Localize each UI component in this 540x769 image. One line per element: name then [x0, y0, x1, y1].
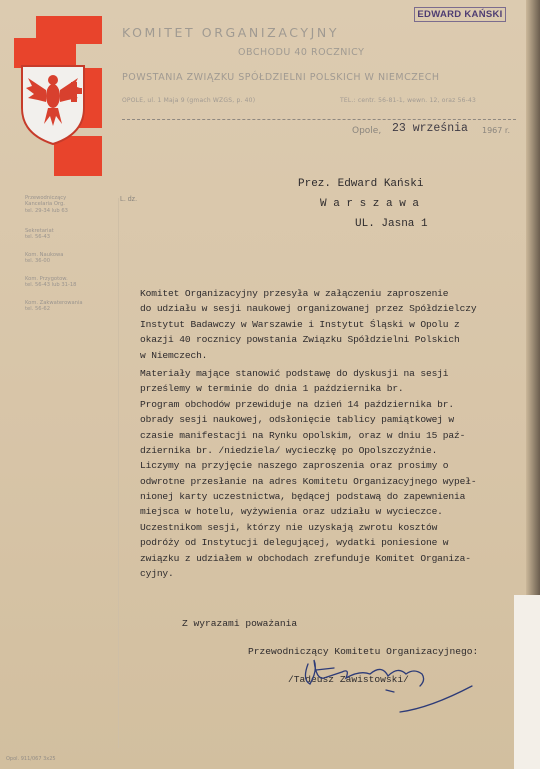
sidebar-entry: Przewodniczący Kancelaria Org. tel. 29-34 lub 63: [25, 195, 68, 214]
letter-body: [140, 286, 476, 581]
margin-line: [118, 198, 119, 748]
body-line: Instytut Badawczy w Warszawie i Instytut Śląski w Opolu z: [140, 318, 460, 330]
sidebar-entry: Kom. Naukowa tel. 36-00: [25, 252, 64, 265]
body-line: w Niemczech.: [140, 349, 208, 361]
body-line: obrady sesji naukowej, odsłonięcie tablicy pamiątkowej w: [140, 414, 455, 426]
body-line: okazji 40 rocznicy powstania Związku Spółdzielni Polskich: [140, 334, 460, 346]
sidebar-entry: Kom. Zakwaterowania tel. 56-62: [25, 300, 83, 313]
body-line: cyjny.: [140, 568, 174, 580]
addressee-name: Prez. Edward Kański: [298, 178, 424, 190]
body-line: Uczestnikom sesji, którzy nie uzyskają zwrotu kosztów: [140, 521, 438, 533]
letterhead-divider: [122, 119, 516, 120]
letterhead-phone: TEL.: centr. 56-81-1, wewn. 12, oraz 56-43: [340, 97, 477, 104]
sidebar-entry: Kom. Przygotow. tel. 56-43 lub 31-18: [25, 276, 77, 289]
body-line: miejsca w hotelu, wyżywienia oraz udziału w wycieczce.: [140, 506, 443, 518]
date-handwritten: 23 września: [392, 122, 468, 135]
body-line: Liczymy na przyjęcie naszego zaproszenia oraz prosimy o: [140, 460, 449, 472]
letterhead-subtitle-2: POWSTANIA ZWIĄZKU SPÓŁDZIELNI POLSKICH W NIEMCZECH: [122, 72, 440, 83]
scan-background: [514, 595, 540, 769]
body-line: prześlemy w terminie do dnia 1 października br.: [140, 383, 404, 395]
body-line: Materiały mające stanowić podstawę do dyskusji na sesji: [140, 367, 449, 379]
body-line: odwrotne przesłanie na adres Komitetu Organizacyjnego wypeł-: [140, 475, 477, 487]
print-code: Opol. 911/067 3x25: [6, 756, 56, 762]
body-line: związku z udziałem w obchodach zrefunduje Komitet Organiza-: [140, 552, 471, 564]
body-line: podróży od Instytucji delegującej, wydatki poniesione w: [140, 537, 449, 549]
handwritten-signature-icon: [290, 650, 490, 720]
addressee-city: W a r s z a w a: [320, 198, 420, 210]
committee-logo-icon: [14, 16, 104, 176]
reference-label: L. dz.: [120, 196, 138, 203]
date-city: Opole,: [352, 126, 382, 136]
letterhead-title: KOMITET ORGANIZACYJNY: [122, 25, 340, 40]
body-line: czasie manifestacji na Rynku opolskim, oraz w dniu 15 paź-: [140, 429, 466, 441]
received-stamp: EDWARD KAŃSKI: [414, 7, 506, 22]
letterhead-subtitle: OBCHODU 40 ROCZNICY: [238, 47, 365, 58]
closing: Z wyrazami poważania: [182, 618, 298, 629]
sidebar-entry: Sekretariat tel. 56-43: [25, 228, 54, 241]
body-line: Komitet Organizacyjny przesyła w załączeniu zaproszenie: [140, 288, 449, 299]
date-year: 1967 r.: [482, 126, 510, 135]
body-line: Program obchodów przewiduje na dzień 14 października br.: [140, 398, 455, 410]
body-line: dziernika br. /niedziela/ wycieczkę po Opolszczyźnie.: [140, 444, 438, 456]
body-line: do udziału w sesji naukowej organizowanej przez Spółdzielczy: [140, 303, 477, 315]
body-line: nionej karty uczestnictwa, będącej podstawą do zapewnienia: [140, 491, 466, 503]
signature-title: Przewodniczący Komitetu Organizacyjnego:: [248, 646, 479, 657]
addressee-street: UL. Jasna 1: [355, 218, 428, 230]
letterhead-address: OPOLE, ul. 1 Maja 9 (gmach WZGS, p. 40): [122, 97, 256, 104]
signature-name: /Tadeusz Zawistowski/: [288, 674, 409, 685]
